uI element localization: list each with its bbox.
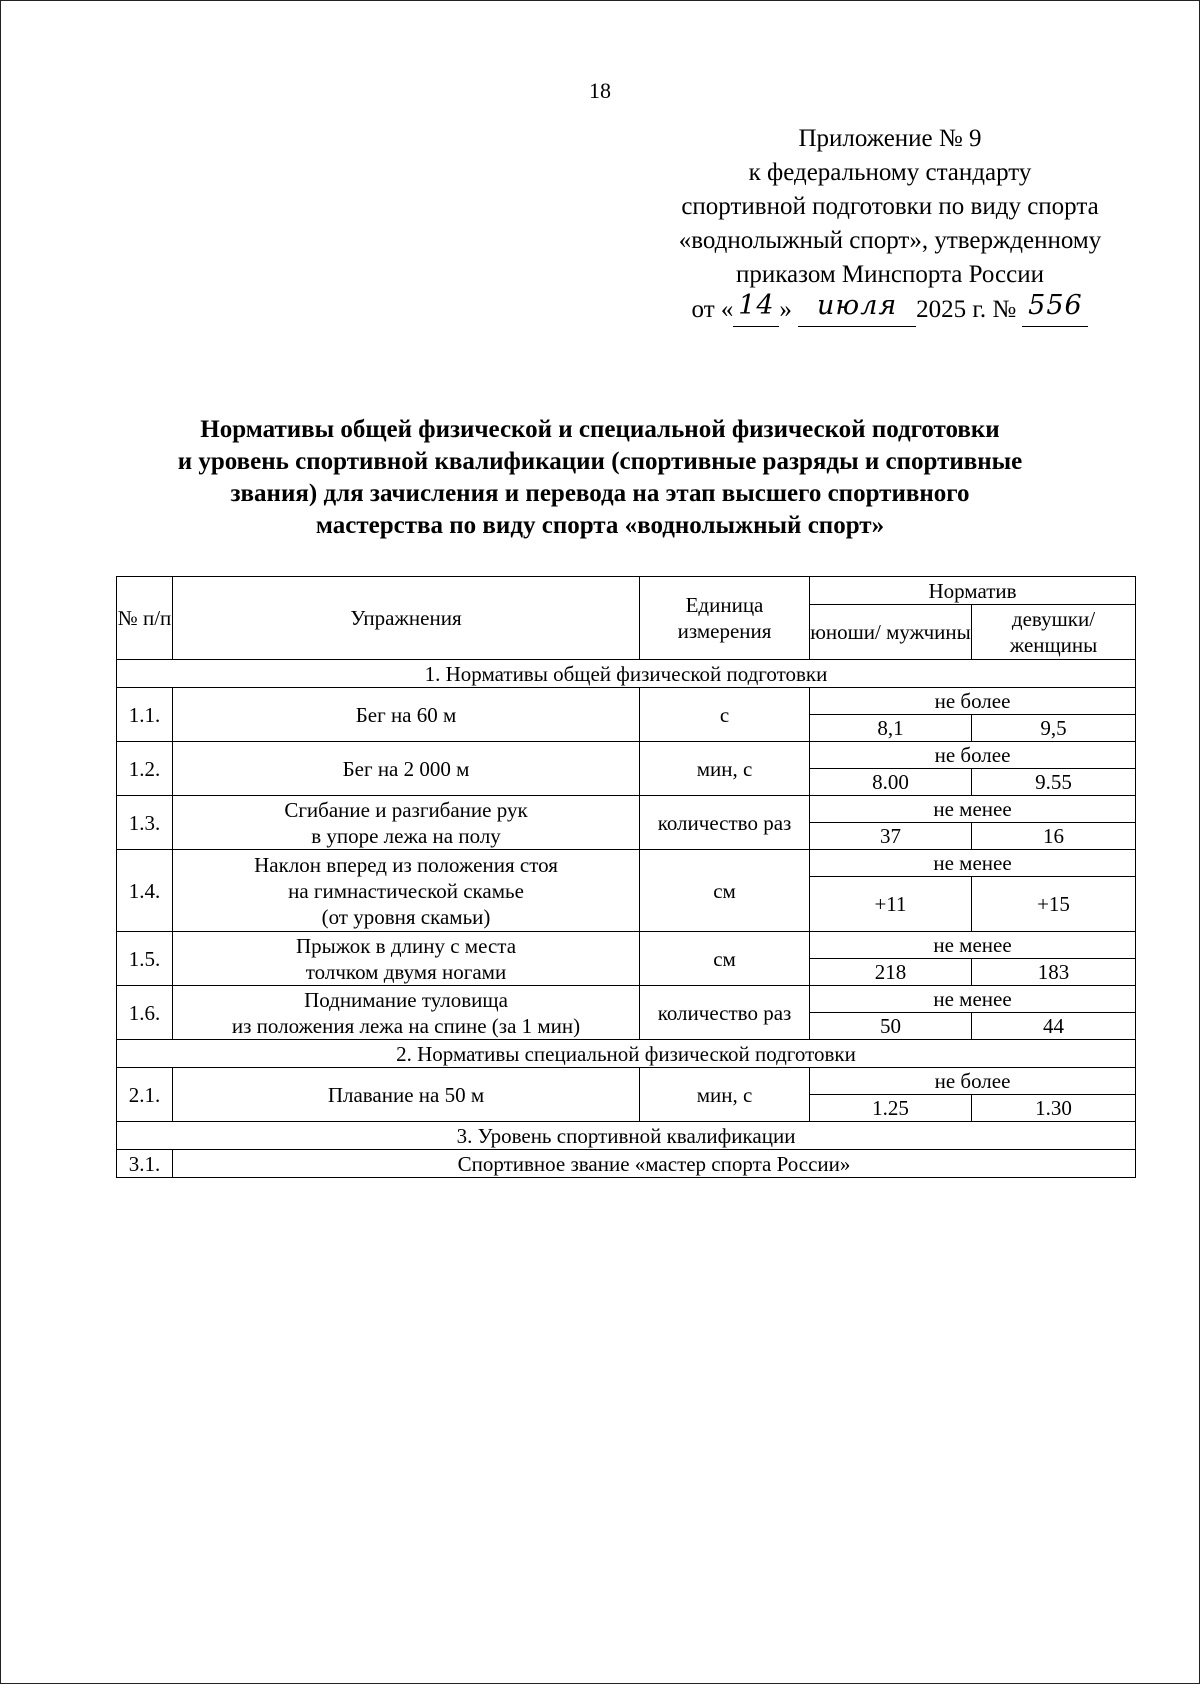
header-norm: Норматив	[810, 577, 1136, 605]
date-quote-close: »	[779, 296, 792, 323]
appendix-line: спортивной подготовки по виду спорта	[681, 193, 1099, 220]
header-number: № п/п	[117, 577, 173, 660]
male-value: 1.25	[810, 1095, 972, 1122]
appendix-line: к федеральному стандарту	[748, 159, 1032, 186]
unit-cell: мин, с	[640, 742, 810, 796]
section-title: 2. Нормативы специальной физической подготовки	[117, 1040, 1136, 1068]
unit-cell: количество раз	[640, 986, 810, 1040]
handwritten-month: июля	[798, 292, 916, 327]
male-value: 8,1	[810, 715, 972, 742]
row-number: 1.1.	[117, 688, 173, 742]
row-number: 1.4.	[117, 850, 173, 932]
qualifier-cell: не более	[810, 688, 1136, 715]
exercise-cell: Бег на 2 000 м	[173, 742, 640, 796]
female-value: 9.55	[972, 769, 1136, 796]
female-value: 16	[972, 823, 1136, 850]
exercise-cell: Сгибание и разгибание рук в упоре лежа на полу	[173, 796, 640, 850]
unit-cell: с	[640, 688, 810, 742]
unit-cell: см	[640, 932, 810, 986]
unit-cell: количество раз	[640, 796, 810, 850]
exercise-cell: Прыжок в длину с места толчком двумя ногами	[173, 932, 640, 986]
qualifier-cell: не менее	[810, 986, 1136, 1013]
appendix-line: «воднолыжный спорт», утвержденному	[678, 227, 1102, 254]
order-date-line	[640, 292, 1140, 327]
qualifier-cell: не более	[810, 742, 1136, 769]
male-value: +11	[810, 877, 972, 932]
year-and-number-label: 2025 г. №	[916, 296, 1017, 323]
appendix-block	[640, 122, 1140, 327]
row-number: 1.5.	[117, 932, 173, 986]
male-value: 50	[810, 1013, 972, 1040]
male-value: 218	[810, 959, 972, 986]
exercise-cell: Плавание на 50 м	[173, 1068, 640, 1122]
title-line: Нормативы общей физической и специальной физической подготовки	[200, 416, 1000, 443]
qualifier-cell: не менее	[810, 932, 1136, 959]
qualification-cell: Спортивное звание «мастер спорта России»	[173, 1150, 1136, 1178]
exercise-cell: Бег на 60 м	[173, 688, 640, 742]
qualifier-cell: не менее	[810, 850, 1136, 877]
header-unit: Единица измерения	[640, 577, 810, 660]
unit-cell: см	[640, 850, 810, 932]
female-value: 1.30	[972, 1095, 1136, 1122]
document-title	[100, 414, 1100, 542]
header-male: юноши/ мужчины	[810, 605, 972, 660]
appendix-line: Приложение № 9	[798, 125, 982, 152]
title-line: и уровень спортивной квалификации (спортивные разряды и спортивные	[177, 448, 1023, 475]
male-value: 8.00	[810, 769, 972, 796]
row-number: 2.1.	[117, 1068, 173, 1122]
handwritten-day: 14	[733, 292, 779, 327]
section-title: 1. Нормативы общей физической подготовки	[117, 660, 1136, 688]
female-value: +15	[972, 877, 1136, 932]
row-number: 1.3.	[117, 796, 173, 850]
qualifier-cell: не более	[810, 1068, 1136, 1095]
header-exercise: Упражнения	[173, 577, 640, 660]
handwritten-order-number: 556	[1022, 292, 1088, 327]
female-value: 183	[972, 959, 1136, 986]
appendix-line: приказом Минспорта России	[735, 261, 1044, 288]
female-value: 44	[972, 1013, 1136, 1040]
unit-cell: мин, с	[640, 1068, 810, 1122]
norms-table	[116, 576, 1136, 1178]
male-value: 37	[810, 823, 972, 850]
header-female: девушки/ женщины	[972, 605, 1136, 660]
title-line: мастерства по виду спорта «воднолыжный спорт»	[315, 512, 885, 539]
date-prefix: от «	[691, 296, 734, 323]
qualifier-cell: не менее	[810, 796, 1136, 823]
exercise-cell: Поднимание туловища из положения лежа на спине (за 1 мин)	[173, 986, 640, 1040]
section-title: 3. Уровень спортивной квалификации	[117, 1122, 1136, 1150]
row-number: 3.1.	[117, 1150, 173, 1178]
row-number: 1.2.	[117, 742, 173, 796]
exercise-cell: Наклон вперед из положения стоя на гимнастической скамье (от уровня скамьи)	[173, 850, 640, 932]
title-line: звания) для зачисления и перевода на этап высшего спортивного	[230, 480, 970, 507]
female-value: 9,5	[972, 715, 1136, 742]
row-number: 1.6.	[117, 986, 173, 1040]
page-number: 18	[589, 78, 611, 103]
